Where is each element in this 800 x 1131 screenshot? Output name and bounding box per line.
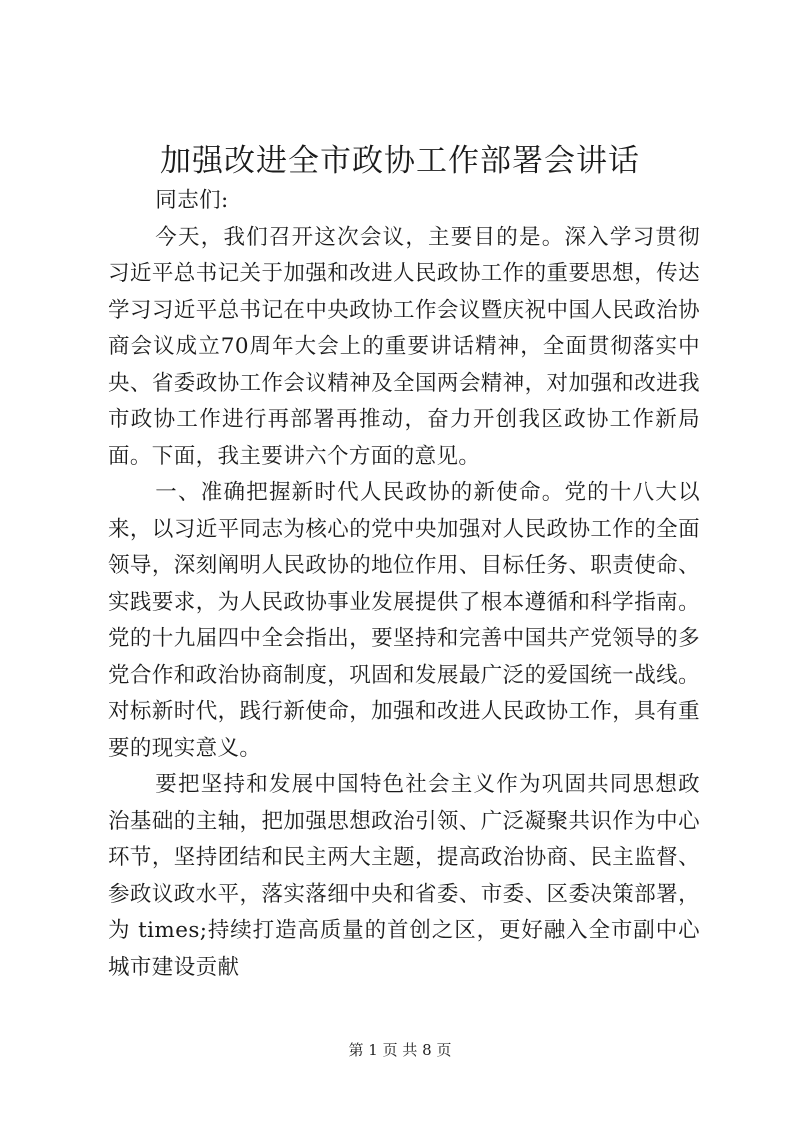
body-paragraph-1: 今天，我们召开这次会议，主要目的是。深入学习贯彻习近平总书记关于加强和改进人民政协工作的重要思想，传达学习习近平总书记在中央政协工作会议暨庆祝中国人民政治协商会议成立70周年大会上的重要讲话精神，全面贯彻落实中央、省委政协工作会议精神及全国两会精神，对加强和改进我市政协工作进行再部署再推动，奋力开创我区政协工作新局面。下面，我主要讲六个方面的意见。	[108, 224, 700, 469]
body-paragraph-3: 要把坚持和发展中国特色社会主义作为巩固共同思想政治基础的主轴，把加强思想政治引领、广泛凝聚共识作为中心环节，坚持团结和民主两大主题，提高政治协商、民主监督、参政议政水平，落实落细中央和省委、市委、区委决策部署，为 times;持续打造高质量的首创之区，更好融入全市副中心城市建设贡献	[108, 772, 700, 980]
document-title: 加强改进全市政协工作部署会讲话	[160, 143, 640, 179]
document-body	[108, 183, 700, 986]
greeting-paragraph: 同志们:	[155, 188, 229, 213]
body-paragraph-2: 一、准确把握新时代人民政协的新使命。党的十八大以来，以习近平同志为核心的党中央加强对人民政协工作的全面领导，深刻阐明人民政协的地位作用、目标任务、职责使命、实践要求，为人民政协事业发展提供了根本遵循和科学指南。党的十九届四中全会指出，要坚持和完善中国共产党领导的多党合作和政治协商制度，巩固和发展最广泛的爱国统一战线。对标新时代，践行新使命，加强和改进人民政协工作，具有重要的现实意义。	[108, 480, 700, 761]
page-footer: 第 1 页 共 8 页	[348, 1041, 452, 1059]
